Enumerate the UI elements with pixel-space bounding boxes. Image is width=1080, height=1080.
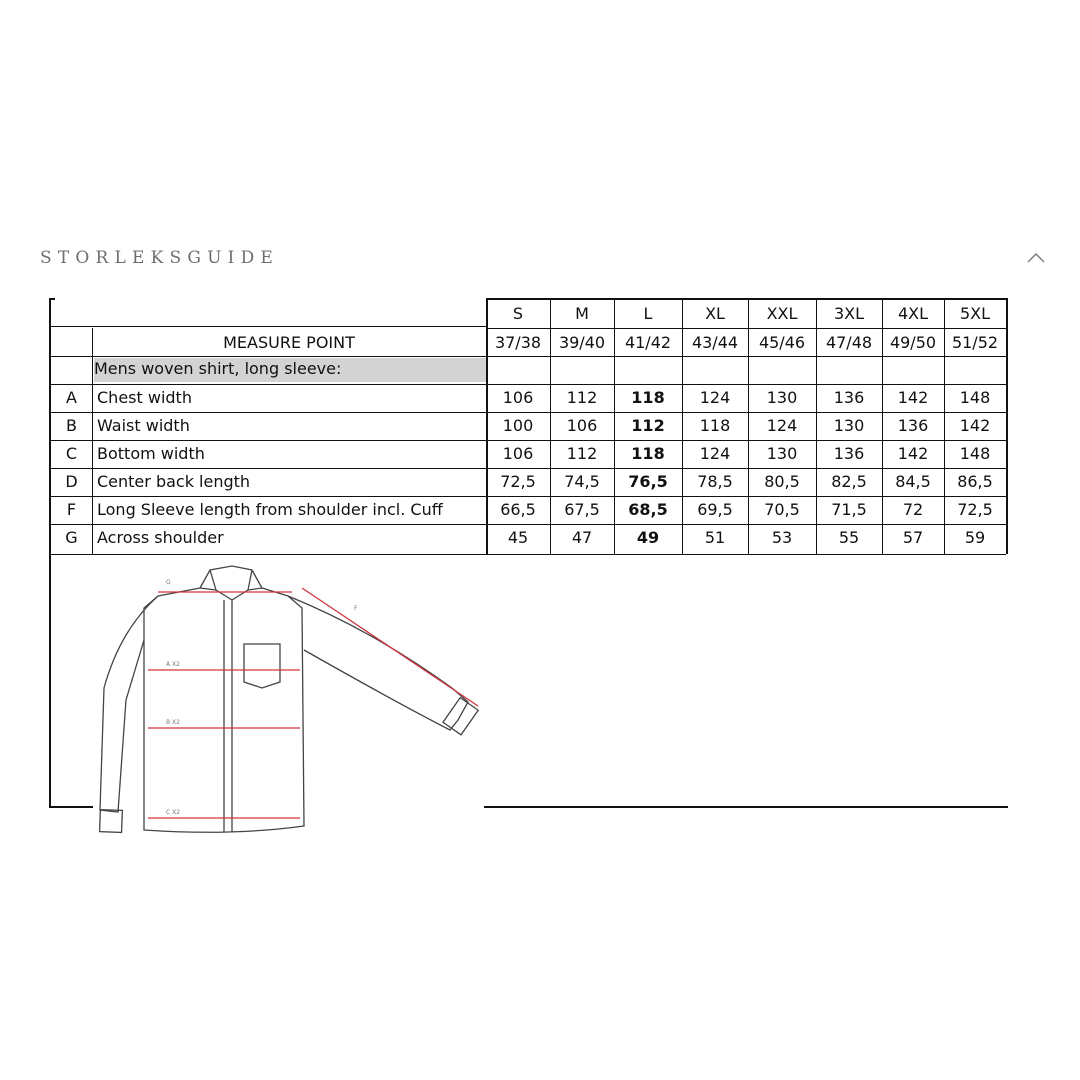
frame-bottom-right	[484, 806, 1008, 808]
row-value: 76,5	[628, 472, 668, 491]
row-value: 136	[833, 444, 865, 463]
row-name: Chest width	[97, 388, 192, 407]
row-value: 142	[897, 388, 929, 407]
size-header-4xl: 4XL	[897, 304, 929, 323]
row-value: 55	[838, 528, 860, 547]
size-guide-title: STORLEKSGUIDE	[40, 248, 280, 268]
row-code: A	[66, 388, 77, 407]
sleeve-label: F	[354, 605, 358, 612]
chest-label: A X2	[166, 661, 180, 668]
row-value: 57	[902, 528, 924, 547]
row-code: G	[65, 528, 78, 547]
row-value: 72,5	[500, 472, 536, 491]
row-name: Long Sleeve length from shoulder incl. Cuff	[97, 500, 443, 519]
row-name: Center back length	[97, 472, 251, 491]
row-value: 106	[566, 416, 598, 435]
measure-header-top	[51, 326, 486, 327]
row-value: 80,5	[764, 472, 800, 491]
table-row-border	[486, 328, 1006, 329]
row-value: 68,5	[628, 500, 668, 519]
frame-bottom-left	[49, 806, 93, 808]
row-name: Waist width	[97, 416, 190, 435]
row-name: Bottom width	[97, 444, 205, 463]
row-value: 136	[897, 416, 929, 435]
measure-point-header: MEASURE POINT	[223, 333, 355, 352]
row-value: 124	[699, 444, 731, 463]
row-value: 82,5	[831, 472, 867, 491]
row-value: 148	[959, 444, 991, 463]
waist-label: B X2	[166, 719, 180, 726]
row-value: 69,5	[697, 500, 733, 519]
row-value: 47	[571, 528, 593, 547]
measurement-lines	[148, 588, 478, 818]
row-value: 148	[959, 388, 991, 407]
row-value: 49	[636, 528, 660, 547]
row-value: 45	[507, 528, 529, 547]
row-value: 118	[631, 444, 665, 463]
row-value: 84,5	[895, 472, 931, 491]
sleeve-measure-line	[302, 588, 478, 706]
row-value: 106	[502, 444, 534, 463]
row-value: 112	[566, 444, 598, 463]
shirt-measurement-diagram	[92, 560, 492, 850]
row-value: 72,5	[957, 500, 993, 519]
row-value: 142	[897, 444, 929, 463]
row-code: D	[65, 472, 78, 491]
shirt-outline	[100, 566, 479, 832]
row-code: B	[66, 416, 77, 435]
table-row-border	[51, 412, 1006, 413]
row-value: 112	[566, 388, 598, 407]
eu-size: 41/42	[624, 333, 672, 352]
row-value: 51	[704, 528, 726, 547]
row-value: 72	[902, 500, 924, 519]
table-row-border	[51, 496, 1006, 497]
row-value: 130	[833, 416, 865, 435]
size-header-3xl: 3XL	[833, 304, 865, 323]
size-header-s: S	[512, 304, 524, 323]
row-value: 124	[766, 416, 798, 435]
row-value: 100	[502, 416, 534, 435]
table-row-border	[51, 554, 1006, 555]
eu-size: 51/52	[951, 333, 999, 352]
table-row-border	[51, 468, 1006, 469]
row-value: 142	[959, 416, 991, 435]
row-value: 124	[699, 388, 731, 407]
row-value: 106	[502, 388, 534, 407]
size-header-l: L	[643, 304, 653, 323]
row-value: 118	[631, 388, 665, 407]
row-code: F	[66, 500, 77, 519]
row-value: 78,5	[697, 472, 733, 491]
row-value: 70,5	[764, 500, 800, 519]
size-header-xxl: XXL	[766, 304, 798, 323]
bottom-label: C X2	[166, 809, 181, 816]
eu-size: 47/48	[825, 333, 873, 352]
size-header-xl: XL	[705, 304, 725, 323]
shoulder-label: G	[166, 579, 171, 586]
row-value: 74,5	[564, 472, 600, 491]
row-value: 67,5	[564, 500, 600, 519]
row-value: 112	[631, 416, 665, 435]
table-row-border	[51, 384, 1006, 385]
row-name: Across shoulder	[97, 528, 224, 547]
table-row-border	[51, 356, 1006, 357]
row-value: 53	[771, 528, 793, 547]
row-code: C	[65, 444, 78, 463]
row-value: 118	[699, 416, 731, 435]
size-header-m: M	[575, 304, 589, 323]
size-header-top	[486, 298, 1006, 300]
row-value: 130	[766, 444, 798, 463]
row-value: 71,5	[831, 500, 867, 519]
row-value: 59	[964, 528, 986, 547]
eu-size: 43/44	[691, 333, 739, 352]
row-value: 130	[766, 388, 798, 407]
row-value: 66,5	[500, 500, 536, 519]
eu-size: 37/38	[494, 333, 542, 352]
code-column-border	[92, 328, 93, 554]
eu-size: 45/46	[758, 333, 806, 352]
section-label: Mens woven shirt, long sleeve:	[94, 358, 486, 382]
table-row-border	[51, 440, 1006, 441]
table-row-border	[51, 524, 1006, 525]
eu-size: 49/50	[889, 333, 937, 352]
row-value: 86,5	[957, 472, 993, 491]
frame-left-border	[49, 298, 51, 808]
frame-top-tick	[49, 298, 55, 300]
eu-size: 39/40	[558, 333, 606, 352]
size-header-5xl: 5XL	[959, 304, 991, 323]
row-value: 136	[833, 388, 865, 407]
size-column-border	[1006, 298, 1008, 554]
